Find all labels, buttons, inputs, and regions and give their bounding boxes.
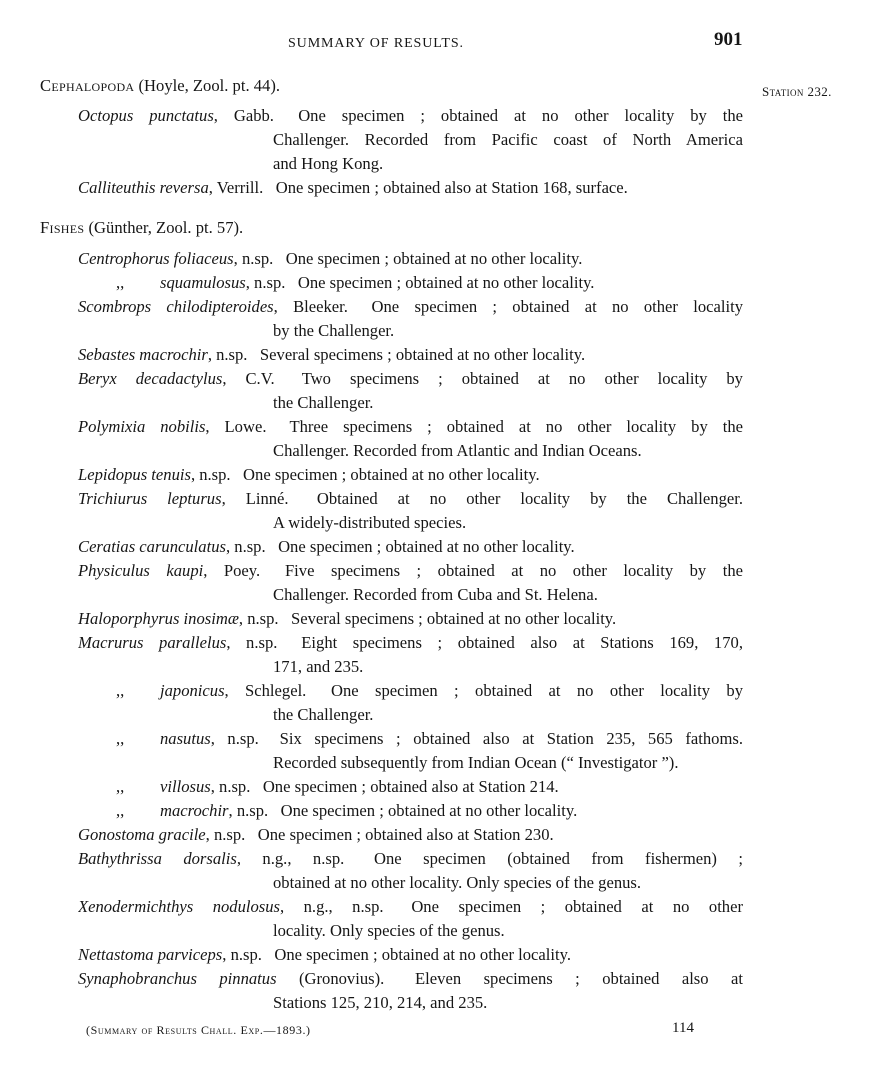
species-name: Synaphobranchus pinnatus bbox=[78, 969, 277, 988]
fishes-entry bbox=[78, 679, 743, 727]
entry-text: One specimen ; obtained at no other bbox=[411, 897, 743, 916]
entry-text: Several specimens ; obtained at no other locality. bbox=[259, 345, 586, 364]
entry-continuation: Challenger. Recorded from Atlantic and Indian Oceans. bbox=[273, 441, 642, 460]
fishes-entry bbox=[78, 823, 743, 847]
entry-line bbox=[78, 104, 743, 128]
cephalopoda-heading: Cephalopoda (Hoyle, Zool. pt. 44). bbox=[40, 76, 281, 95]
entry-line bbox=[78, 775, 743, 799]
entry-text: One specimen ; obtained at no other locality. bbox=[274, 945, 571, 964]
fishes-entry bbox=[78, 559, 743, 607]
entry-continuation: Challenger. Recorded from Pacific coast of North America bbox=[273, 130, 743, 149]
entry-line bbox=[78, 823, 743, 847]
entry-continuation: Stations 125, 210, 214, and 235. bbox=[273, 993, 488, 1012]
entry-continuation: A widely-distributed species. bbox=[273, 513, 467, 532]
entry-line bbox=[78, 295, 743, 319]
fishes-entry bbox=[78, 631, 743, 679]
entry-line bbox=[78, 415, 743, 439]
species-authority: , Schlegel. bbox=[224, 681, 307, 700]
entry-continuation: locality. Only species of the genus. bbox=[273, 921, 505, 940]
footer-citation: (Summary of Results Chall. Exp.—1893.) bbox=[86, 1023, 311, 1037]
entry-line bbox=[78, 751, 743, 775]
species-authority: , n.g., n.sp. bbox=[236, 849, 345, 868]
entry-continuation: by the Challenger. bbox=[273, 321, 395, 340]
entry-text: One specimen ; obtained also at Station 214. bbox=[262, 777, 559, 796]
fishes-heading: Fishes (Günther, Zool. pt. 57). bbox=[40, 218, 244, 237]
entry-line bbox=[78, 919, 743, 943]
entry-text: One specimen ; obtained at no other locality. bbox=[243, 465, 540, 484]
species-authority: , Lowe. bbox=[205, 417, 267, 436]
species-name: Physiculus kaupi bbox=[78, 561, 204, 580]
fishes-entry bbox=[78, 271, 743, 295]
ditto-mark: ,, bbox=[116, 729, 125, 748]
entry-line bbox=[78, 511, 743, 535]
species-name: Scombrops chilodipteroides bbox=[78, 297, 274, 316]
species-authority: , n.sp. bbox=[238, 609, 279, 628]
fishes-entry bbox=[78, 535, 743, 559]
ditto-mark: ,, bbox=[116, 801, 125, 820]
entry-text: One specimen ; obtained at no other locality by bbox=[331, 681, 743, 700]
species-authority: , Verrill. bbox=[208, 178, 264, 197]
fishes-entry bbox=[78, 727, 743, 775]
species-name: Calliteuthis reversa bbox=[78, 178, 209, 197]
ditto-mark: ,, bbox=[116, 273, 125, 292]
entry-continuation: and Hong Kong. bbox=[273, 154, 384, 173]
entry-line bbox=[78, 535, 743, 559]
fishes-entry bbox=[78, 799, 743, 823]
species-authority: (Gronovius). bbox=[276, 969, 385, 988]
species-authority: , n.g., n.sp. bbox=[280, 897, 384, 916]
species-authority: , n.sp. bbox=[233, 249, 274, 268]
species-authority: , C.V. bbox=[222, 369, 275, 388]
fishes-entry bbox=[78, 847, 743, 895]
species-name: Beryx decadactylus bbox=[78, 369, 223, 388]
entry-line bbox=[78, 895, 743, 919]
species-name: Bathythrissa dorsalis bbox=[78, 849, 237, 868]
entry-line bbox=[78, 991, 743, 1015]
entry-line bbox=[78, 439, 743, 463]
cephalopoda-entry bbox=[78, 104, 743, 176]
entry-text: One specimen ; obtained also at Station 230. bbox=[257, 825, 554, 844]
entry-line bbox=[78, 463, 743, 487]
entry-line bbox=[78, 343, 743, 367]
species-name: macrochir bbox=[160, 801, 229, 820]
entry-continuation: Challenger. Recorded from Cuba and St. Helena. bbox=[273, 585, 598, 604]
entry-text: One specimen ; obtained at no other locality bbox=[371, 297, 743, 316]
species-name: Trichiurus lepturus bbox=[78, 489, 222, 508]
entry-continuation: the Challenger. bbox=[273, 393, 374, 412]
species-name: Lepidopus tenuis bbox=[78, 465, 191, 484]
entry-text: Several specimens ; obtained at no other locality. bbox=[291, 609, 617, 628]
species-name: Sebastes macrochir bbox=[78, 345, 208, 364]
species-name: Xenodermichthys nodulosus bbox=[78, 897, 280, 916]
entry-line bbox=[78, 152, 743, 176]
entry-text: One specimen (obtained from fishermen) ; bbox=[374, 849, 743, 868]
entry-line bbox=[78, 583, 743, 607]
species-authority: , n.sp. bbox=[222, 945, 262, 964]
entry-continuation: Recorded subsequently from Indian Ocean (“ Investigator ”). bbox=[273, 753, 679, 772]
entry-continuation: obtained at no other locality. Only species of the genus. bbox=[273, 873, 642, 892]
entry-text: One specimen ; obtained at no other locality by the bbox=[298, 106, 743, 125]
species-name: villosus bbox=[160, 777, 211, 796]
species-authority: , n.sp. bbox=[207, 345, 248, 364]
species-authority: , n.sp. bbox=[226, 633, 278, 652]
fishes-entry bbox=[78, 895, 743, 943]
entry-line bbox=[78, 559, 743, 583]
entry-line bbox=[78, 847, 743, 871]
species-authority: , n.sp. bbox=[205, 825, 246, 844]
fishes-entry bbox=[78, 295, 743, 343]
species-name: Octopus punctatus bbox=[78, 106, 214, 125]
fishes-entry bbox=[78, 607, 743, 631]
entry-text: One specimen ; obtained at no other locality. bbox=[285, 249, 583, 268]
entry-text: Obtained at no other locality by the Challenger. bbox=[316, 489, 743, 508]
species-name: Gonostoma gracile bbox=[78, 825, 206, 844]
footer-signature-number: 114 bbox=[672, 1020, 694, 1036]
station-label: Station 232. bbox=[762, 84, 832, 99]
fishes-entry bbox=[78, 487, 743, 535]
entry-line bbox=[78, 271, 743, 295]
entry-text: Six specimens ; obtained also at Station 235, 565 fathoms. bbox=[279, 729, 743, 748]
cephalopoda-entry bbox=[78, 176, 743, 200]
species-name: Centrophorus foliaceus bbox=[78, 249, 234, 268]
species-authority: , n.sp. bbox=[245, 273, 286, 292]
entry-text: Five specimens ; obtained at no other locality by the bbox=[284, 561, 743, 580]
entry-line bbox=[78, 176, 743, 200]
entry-line bbox=[78, 871, 743, 895]
entry-line bbox=[78, 367, 743, 391]
fishes-entry bbox=[78, 415, 743, 463]
entry-text: One specimen ; obtained at no other locality. bbox=[278, 537, 575, 556]
entry-line bbox=[78, 967, 743, 991]
entry-text: One specimen ; obtained also at Station 168, surface. bbox=[275, 178, 628, 197]
ditto-mark: ,, bbox=[116, 681, 125, 700]
species-authority: , Linné. bbox=[221, 489, 289, 508]
entry-line bbox=[78, 679, 743, 703]
entry-continuation: 171, and 235. bbox=[273, 657, 364, 676]
species-authority: , Gabb. bbox=[213, 106, 274, 125]
species-authority: , n.sp. bbox=[228, 801, 269, 820]
fishes-entry bbox=[78, 367, 743, 415]
entry-line bbox=[78, 799, 743, 823]
fishes-entry bbox=[78, 775, 743, 799]
species-authority: , n.sp. bbox=[225, 537, 266, 556]
entry-text: Two specimens ; obtained at no other locality by bbox=[301, 369, 743, 388]
entry-text: Three specimens ; obtained at no other locality by the bbox=[289, 417, 743, 436]
species-name: squamulosus bbox=[160, 273, 246, 292]
species-authority: , n.sp. bbox=[190, 465, 231, 484]
fishes-entry bbox=[78, 463, 743, 487]
entry-line bbox=[78, 128, 743, 152]
species-name: japonicus bbox=[160, 681, 225, 700]
entry-line bbox=[78, 247, 743, 271]
running-head bbox=[0, 28, 880, 58]
entry-text: One specimen ; obtained at no other locality. bbox=[297, 273, 595, 292]
entry-line bbox=[78, 391, 743, 415]
entry-line bbox=[78, 319, 743, 343]
entry-text: Eight specimens ; obtained also at Stations 169, 170, bbox=[301, 633, 743, 652]
species-name: Haloporphyrus inosimæ bbox=[78, 609, 239, 628]
fishes-entry bbox=[78, 343, 743, 367]
entry-line bbox=[78, 943, 743, 967]
fishes-entry bbox=[78, 943, 743, 967]
species-name: Ceratias carunculatus bbox=[78, 537, 226, 556]
species-name: nasutus bbox=[160, 729, 211, 748]
fishes-entry bbox=[78, 247, 743, 271]
entry-line bbox=[78, 703, 743, 727]
species-authority: , Bleeker. bbox=[273, 297, 348, 316]
fishes-entry bbox=[78, 967, 743, 1015]
species-authority: , Poey. bbox=[203, 561, 261, 580]
species-name: Polymixia nobilis bbox=[78, 417, 206, 436]
entry-line bbox=[78, 727, 743, 751]
running-title: SUMMARY OF RESULTS. bbox=[288, 36, 464, 51]
ditto-mark: ,, bbox=[116, 777, 125, 796]
entry-text: One specimen ; obtained at no other locality. bbox=[280, 801, 578, 820]
page-number: 901 bbox=[714, 29, 743, 50]
entry-line bbox=[78, 631, 743, 655]
species-authority: , n.sp. bbox=[210, 729, 259, 748]
species-authority: , n.sp. bbox=[210, 777, 251, 796]
entry-continuation: the Challenger. bbox=[273, 705, 374, 724]
entry-line bbox=[78, 487, 743, 511]
entry-line bbox=[78, 655, 743, 679]
entry-text: Eleven specimens ; obtained also at bbox=[415, 969, 743, 988]
entry-line bbox=[78, 607, 743, 631]
species-name: Macrurus parallelus bbox=[78, 633, 227, 652]
species-name: Nettastoma parviceps bbox=[78, 945, 223, 964]
